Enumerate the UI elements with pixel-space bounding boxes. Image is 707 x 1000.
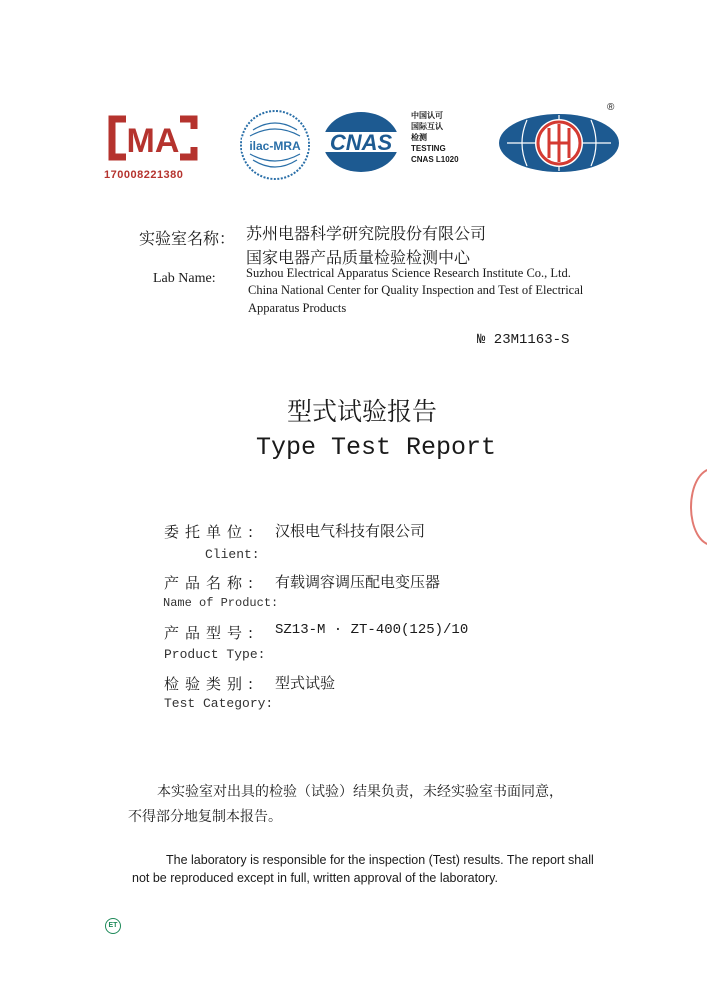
cma-number: 170008221380 bbox=[104, 169, 184, 181]
product-name-label-cn: 产品名称: bbox=[164, 574, 260, 592]
client-label-cn: 委托单位: bbox=[164, 523, 260, 541]
cnas-logo bbox=[320, 110, 402, 178]
cqc-globe-logo bbox=[497, 112, 621, 178]
test-category-label-en: Test Category: bbox=[164, 696, 274, 711]
lab-name-en-2: China National Center for Quality Inspection and Test of Electrical bbox=[248, 283, 584, 297]
cnas-caption-line: TESTING bbox=[411, 144, 446, 153]
notice-cn-line-1: 本实验室对出具的检验（试验）结果负责，未经实验室书面同意， bbox=[157, 785, 563, 800]
svg-text:CNAS: CNAS bbox=[329, 130, 393, 155]
red-seal-edge bbox=[690, 468, 707, 546]
title-cn: 型式试验报告 bbox=[287, 397, 438, 426]
cnas-caption-line: 检测 bbox=[411, 133, 427, 142]
test-category-label-cn: 检验类别: bbox=[164, 675, 260, 693]
test-category-value: 型式试验 bbox=[275, 674, 336, 692]
product-type-value: SZ13-M · ZT-400(125)/10 bbox=[275, 622, 469, 638]
lab-label-en: Lab Name: bbox=[153, 271, 216, 286]
lab-name-cn-1: 苏州电器科学研究院股份有限公司 bbox=[246, 224, 487, 243]
registered-mark: ® bbox=[607, 102, 615, 113]
title-en: Type Test Report bbox=[256, 433, 497, 462]
product-name-value: 有载调容调压配电变压器 bbox=[275, 573, 441, 591]
notice-en-line-1: The laboratory is responsible for the inspection (Test) results. The report shall bbox=[166, 853, 594, 867]
cnas-caption-line: 国际互认 bbox=[411, 122, 443, 131]
product-type-label-cn: 产品型号: bbox=[164, 624, 260, 642]
cnas-caption bbox=[411, 110, 459, 165]
footer-et-mark-text: ET bbox=[108, 922, 118, 929]
notice-en-line-2: not be reproduced except in full, written approval of the laboratory. bbox=[132, 871, 498, 885]
lab-label-cn: 实验室名称： bbox=[139, 229, 236, 248]
cnas-caption-line: 中国认可 bbox=[411, 111, 443, 120]
cnas-caption-line: CNAS L1020 bbox=[411, 155, 459, 164]
cma-logo bbox=[104, 113, 202, 181]
cma-logo-text: MA bbox=[126, 122, 180, 160]
svg-text:ilac-MRA: ilac-MRA bbox=[249, 139, 301, 153]
product-name-label-en: Name of Product: bbox=[163, 596, 279, 610]
ilac-mra-logo bbox=[238, 108, 312, 186]
lab-name-en-3: Apparatus Products bbox=[248, 301, 347, 315]
client-label-en: Client: bbox=[205, 547, 260, 562]
report-number: № 23M1163-S bbox=[477, 332, 570, 348]
product-type-label-en: Product Type: bbox=[164, 647, 266, 662]
notice-cn-line-2: 不得部分地复制本报告。 bbox=[128, 810, 282, 825]
lab-name-en-1: Suzhou Electrical Apparatus Science Research Institute Co., Ltd. bbox=[246, 266, 571, 280]
footer-et-mark bbox=[105, 918, 121, 934]
lab-name-cn-2: 国家电器产品质量检验检测中心 bbox=[246, 248, 471, 267]
client-value: 汉根电气科技有限公司 bbox=[275, 522, 426, 540]
